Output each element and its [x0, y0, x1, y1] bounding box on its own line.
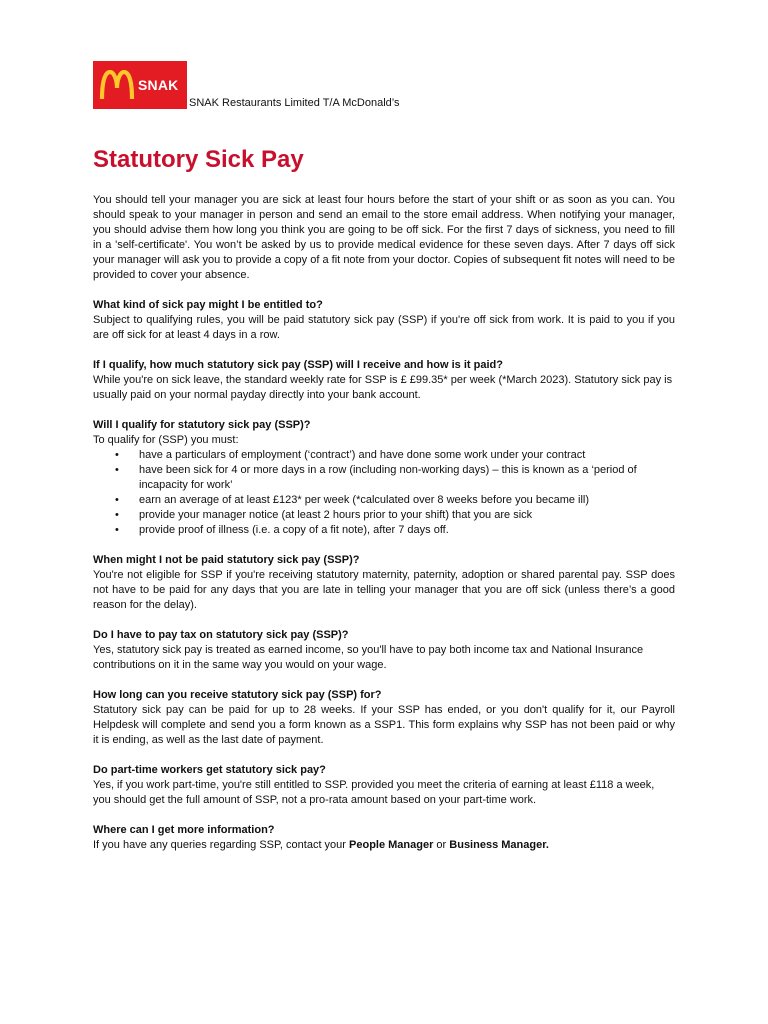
section-answer: While you're on sick leave, the standard weekly rate for SSP is £ £99.35* per week (*March 2023). Statutory sick pay is usually paid on your normal payday directly into your bank account. — [93, 374, 673, 401]
section-question: When might I not be paid statutory sick pay (SSP)? — [93, 554, 360, 566]
company-logo — [93, 61, 187, 109]
section-amount — [93, 358, 675, 403]
logo-text: SNAK — [138, 77, 179, 93]
section-qualify — [93, 418, 675, 538]
bullet-icon: • — [115, 509, 119, 521]
intro-paragraph: You should tell your manager you are sick at least four hours before the start of your shift or as soon as you can. You should speak to your manager in person and send an email to the store email address. When notifying your manager, you should advise them how long you think you are going to be off sick. For the first 7 days of sickness, you need to fill in a 'self-certificate'. You won’t be asked by us to provide medical evidence for these seven days. After 7 days off sick your manager will ask you to provide a copy of a fit note from your doctor. Copies of subsequent fit notes will need to be provided to cover your absence. — [93, 194, 675, 281]
golden-arches-icon — [99, 70, 135, 100]
section-question: What kind of sick pay might I be entitled to? — [93, 299, 323, 311]
list-item — [93, 463, 675, 493]
document-body — [93, 193, 675, 853]
section-answer: Statutory sick pay can be paid for up to 28 weeks. If your SSP has ended, or you don't qualify for it, our Payroll Helpdesk will complete and send you a form known as a SSP1. This form explains why SSP has not been paid or why it is ending, as well as the last date of payment. — [93, 704, 675, 746]
section-part-time — [93, 763, 675, 808]
section-answer: You're not eligible for SSP if you're receiving statutory maternity, paternity, adoption or shared parental pay. SSP does not have to be paid for any days that you are late in telling your manager that you are off sick (unless there’s a good reason for the delay). — [93, 569, 675, 611]
section-question: How long can you receive statutory sick pay (SSP) for? — [93, 689, 382, 701]
section-question: Do part-time workers get statutory sick pay? — [93, 764, 326, 776]
section-not-paid — [93, 553, 675, 613]
answer-text: If you have any queries regarding SSP, contact your — [93, 839, 350, 851]
section-duration — [93, 688, 675, 748]
section-more-info — [93, 823, 675, 853]
bullet-icon: • — [115, 494, 119, 506]
section-question: Will I qualify for statutory sick pay (SSP)? — [93, 419, 311, 431]
section-answer: Yes, statutory sick pay is treated as earned income, so you'll have to pay both income tax and National Insurance contributions on it in the same way you would on your wage. — [93, 644, 644, 671]
list-item-text: have been sick for 4 or more days in a row (including non-working days) – this is known as a ‘period of incapacity for work’ — [139, 464, 637, 491]
bullet-icon: • — [115, 464, 119, 476]
section-tax — [93, 628, 675, 673]
section-answer: Subject to qualifying rules, you will be paid statutory sick pay (SSP) if you're off sick from work. It is paid to you if you are off sick for at least 4 days in a row. — [93, 314, 675, 341]
list-item-text: earn an average of at least £123* per week (*calculated over 8 weeks before you became ill) — [139, 494, 590, 506]
list-item-text: provide your manager notice (at least 2 hours prior to your shift) that you are sick — [139, 509, 533, 521]
section-entitlement — [93, 298, 675, 343]
section-intro: To qualify for (SSP) you must: — [93, 434, 239, 446]
contact-business-manager: Business Manager. — [449, 839, 549, 851]
list-item — [93, 493, 675, 508]
contact-people-manager: People Manager — [349, 839, 434, 851]
qualify-list — [93, 448, 675, 538]
section-question: Where can I get more information? — [93, 824, 275, 836]
bullet-icon: • — [115, 449, 119, 461]
list-item — [93, 523, 675, 538]
section-question: If I qualify, how much statutory sick pay (SSP) will I receive and how is it paid? — [93, 359, 503, 371]
list-item — [93, 448, 675, 463]
list-item-text: provide proof of illness (i.e. a copy of a fit note), after 7 days off. — [139, 524, 449, 536]
bullet-icon: • — [115, 524, 119, 536]
section-answer — [93, 838, 675, 853]
company-name: SNAK Restaurants Limited T/A McDonald’s — [189, 97, 400, 109]
answer-joiner: or — [433, 839, 450, 851]
section-question: Do I have to pay tax on statutory sick pay (SSP)? — [93, 629, 349, 641]
section-answer: Yes, if you work part-time, you're still entitled to SSP. provided you meet the criteria of earning at least £118 a week, you should get the full amount of SSP, not a pro-rata amount based on your part-time work. — [93, 779, 655, 806]
list-item — [93, 508, 675, 523]
page-title: Statutory Sick Pay — [93, 146, 304, 173]
list-item-text: have a particulars of employment (‘contract’) and have done some work under your contract — [139, 449, 586, 461]
